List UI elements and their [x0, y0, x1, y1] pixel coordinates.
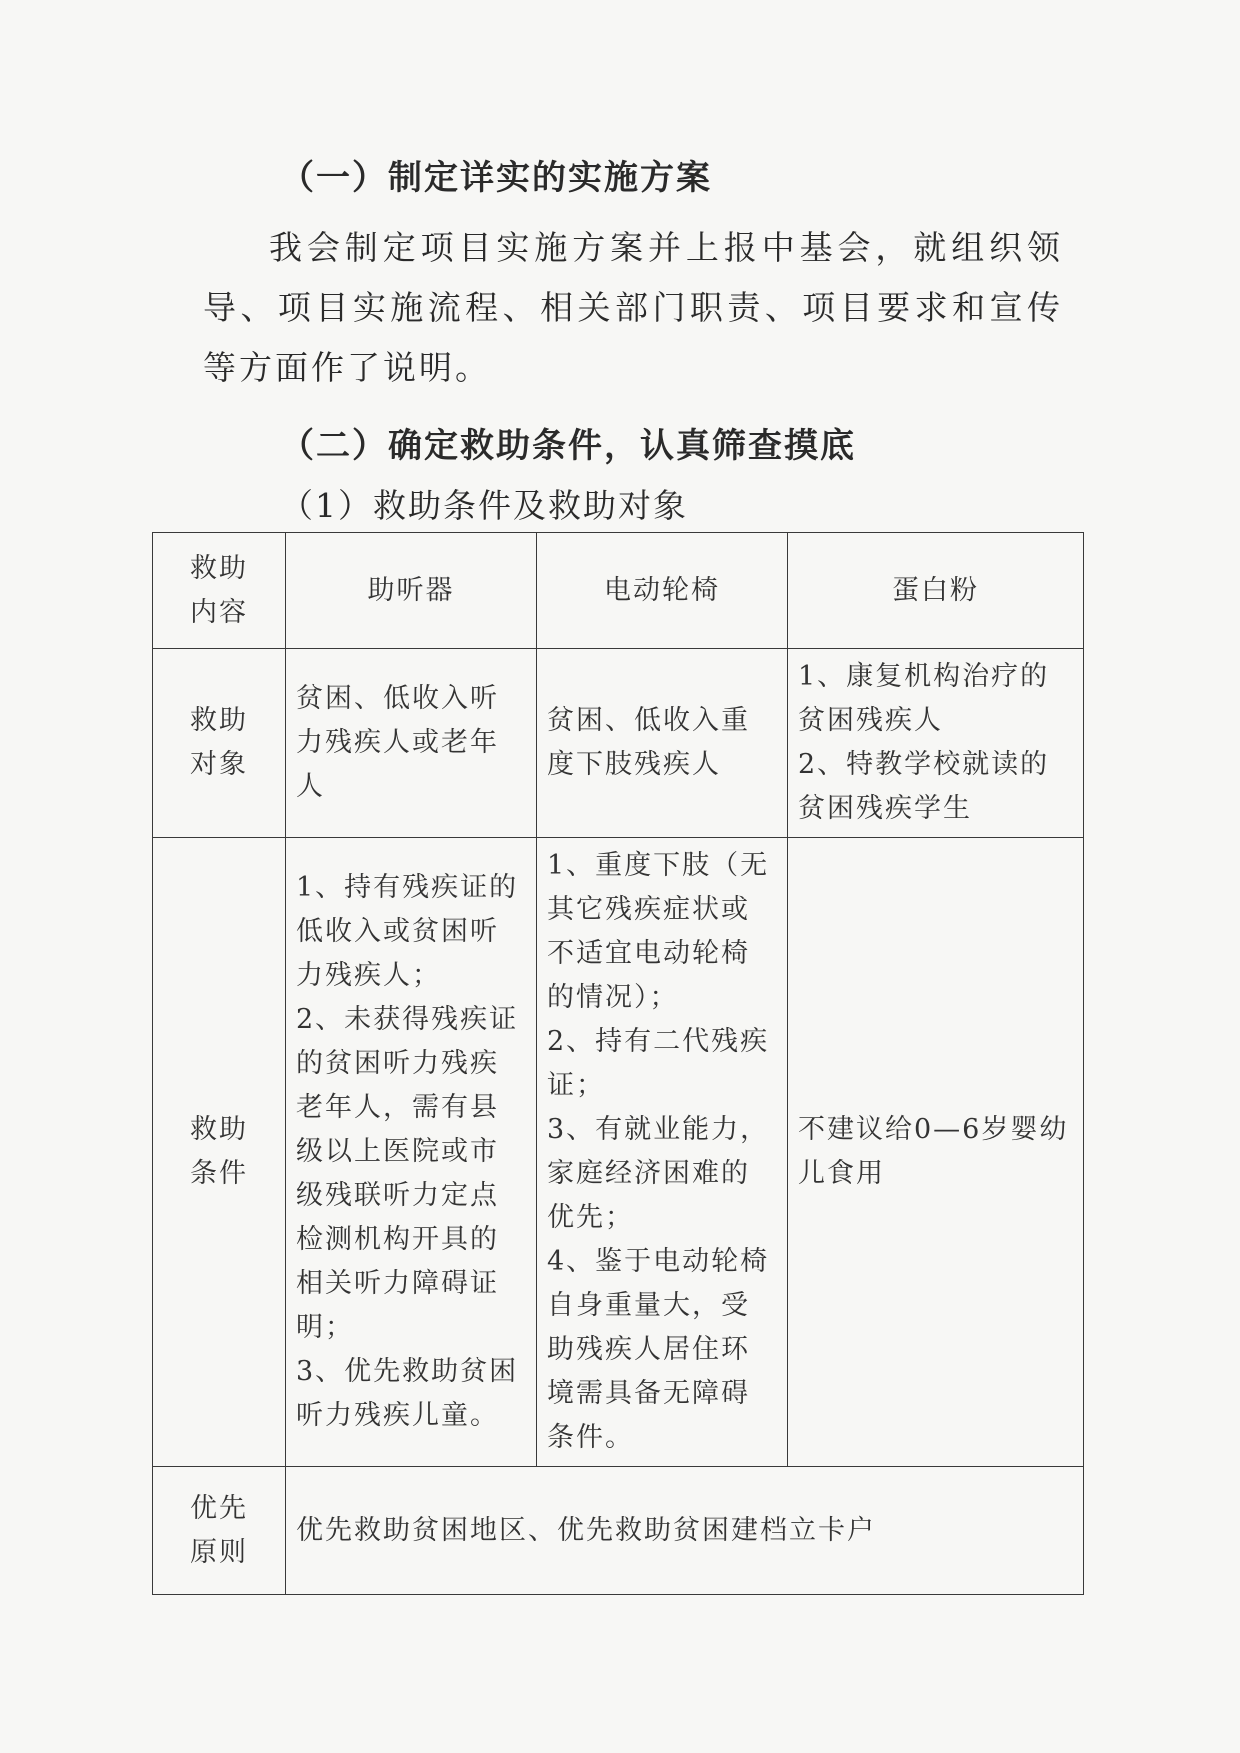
table-priority-row [153, 1467, 1084, 1595]
condition-label-cell [153, 838, 286, 1467]
section-2-subheading: （1）救助条件及救助对象 [280, 486, 688, 525]
aid-conditions-table [152, 532, 1084, 1595]
condition-hearing-item: 3、优先救助贫困听力残疾儿童。 [296, 1356, 519, 1431]
condition-label-line2: 条件 [190, 1158, 248, 1189]
section-1-paragraph: 我会制定项目实施方案并上报中基会，就组织领导、项目实施流程、相关部门职责、项目要求和宣传等方面作了说明。 [203, 228, 1063, 387]
priority-label-cell [153, 1467, 286, 1595]
condition-electric-wheelchair [537, 838, 788, 1467]
header-hearing-aid: 助听器 [286, 533, 537, 649]
target-label-line1: 救助 [190, 705, 248, 736]
condition-wheelchair-item: 4、鉴于电动轮椅自身重量大，受助残疾人居住环境需具备无障碍条件。 [547, 1246, 770, 1453]
priority-label-line1: 优先 [190, 1492, 248, 1524]
condition-protein-powder: 不建议给0—6岁婴幼儿食用 [788, 838, 1084, 1467]
target-label-cell [153, 649, 286, 838]
header-label-cell [153, 533, 286, 649]
priority-text: 优先救助贫困地区、优先救助贫困建档立卡户 [286, 1467, 1084, 1595]
condition-wheelchair-item: 3、有就业能力，家庭经济困难的优先； [547, 1114, 770, 1233]
target-protein-item: 1、康复机构治疗的贫困残疾人 [798, 661, 1050, 736]
section-2-heading: （二）确定救助条件，认真筛查摸底 [280, 426, 856, 466]
condition-hearing-aid [286, 838, 537, 1467]
condition-hearing-item: 1、持有残疾证的低收入或贫困听力残疾人； [296, 872, 519, 991]
header-electric-wheelchair: 电动轮椅 [537, 533, 788, 649]
target-protein-powder [788, 649, 1084, 838]
target-label-line2: 对象 [190, 749, 248, 780]
table-header-row [153, 533, 1084, 649]
header-label-line1: 救助 [190, 552, 248, 584]
target-protein-item: 2、特教学校就读的贫困残疾学生 [798, 749, 1050, 824]
section-1-heading: （一）制定详实的实施方案 [280, 158, 712, 198]
condition-hearing-item: 2、未获得残疾证的贫困听力残疾老年人，需有县级以上医院或市级残联听力定点检测机构开具的相关听力障碍证明； [296, 1004, 519, 1343]
condition-label-line1: 救助 [190, 1114, 248, 1145]
priority-label-line2: 原则 [190, 1536, 248, 1568]
table-target-row [153, 649, 1084, 838]
target-electric-wheelchair: 贫困、低收入重度下肢残疾人 [537, 649, 788, 838]
target-hearing-aid: 贫困、低收入听力残疾人或老年人 [286, 649, 537, 838]
header-protein-powder: 蛋白粉 [788, 533, 1084, 649]
header-label-line2: 内容 [190, 596, 248, 628]
condition-wheelchair-item: 1、重度下肢（无其它残疾症状或不适宜电动轮椅的情况）； [547, 850, 770, 1013]
condition-wheelchair-item: 2、持有二代残疾证； [547, 1026, 770, 1101]
table-condition-row [153, 838, 1084, 1467]
